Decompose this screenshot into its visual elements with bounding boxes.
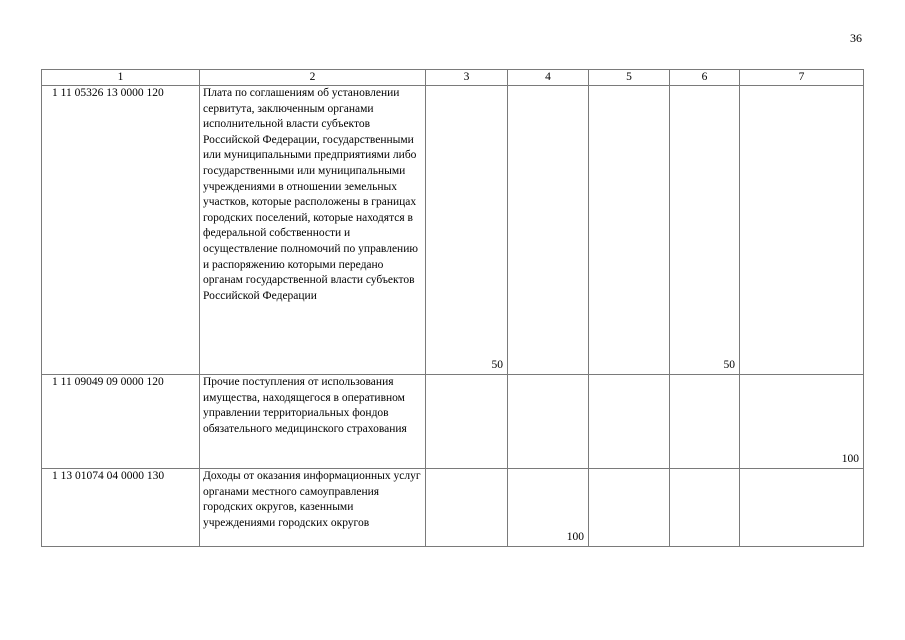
column-header: 7: [740, 70, 864, 86]
income-name: Прочие поступления от использования имущества, находящегося в оперативном управлении территориальных фондов обязательного медицинского страхования: [200, 375, 426, 469]
value-col5: [589, 375, 670, 469]
income-code: 1 11 09049 09 0000 120: [42, 375, 200, 469]
value-col5: [589, 86, 670, 375]
column-header: 2: [200, 70, 426, 86]
income-name: Доходы от оказания информационных услуг органами местного самоуправления городских округов, казенными учреждениями городских округов: [200, 469, 426, 547]
value-col3: [426, 469, 508, 547]
value-col5: [589, 469, 670, 547]
value-col6: 50: [670, 86, 740, 375]
value-col3: [426, 375, 508, 469]
value-col7: [740, 86, 864, 375]
column-header: 4: [508, 70, 589, 86]
page-number: 36: [850, 31, 862, 45]
column-header: 3: [426, 70, 508, 86]
value-col4: 100: [508, 469, 589, 547]
table-row: [42, 469, 864, 547]
value-col6: [670, 375, 740, 469]
value-col4: [508, 375, 589, 469]
table-row: [42, 375, 864, 469]
value-col7: [740, 469, 864, 547]
budget-table: [41, 69, 864, 547]
income-name: Плата по соглашениям об установлении сервитута, заключенным органами исполнительной власти субъектов Российской Федерации, государственными или муниципальными предприятиями либо государственными или муниципальными учреждениями в отношении земельных участков, которые расположены в границах городских поселений, которые находятся в федеральной собственности и осуществление полномочий по управлению и распоряжению которыми передано органам государственной власти субъектов Российской Федерации: [200, 86, 426, 375]
column-header: 1: [42, 70, 200, 86]
table-header-row: [42, 70, 864, 86]
value-col3: 50: [426, 86, 508, 375]
table-row: [42, 86, 864, 375]
column-header: 6: [670, 70, 740, 86]
column-header: 5: [589, 70, 670, 86]
income-code: 1 11 05326 13 0000 120: [42, 86, 200, 375]
value-col4: [508, 86, 589, 375]
value-col6: [670, 469, 740, 547]
value-col7: 100: [740, 375, 864, 469]
income-code: 1 13 01074 04 0000 130: [42, 469, 200, 547]
